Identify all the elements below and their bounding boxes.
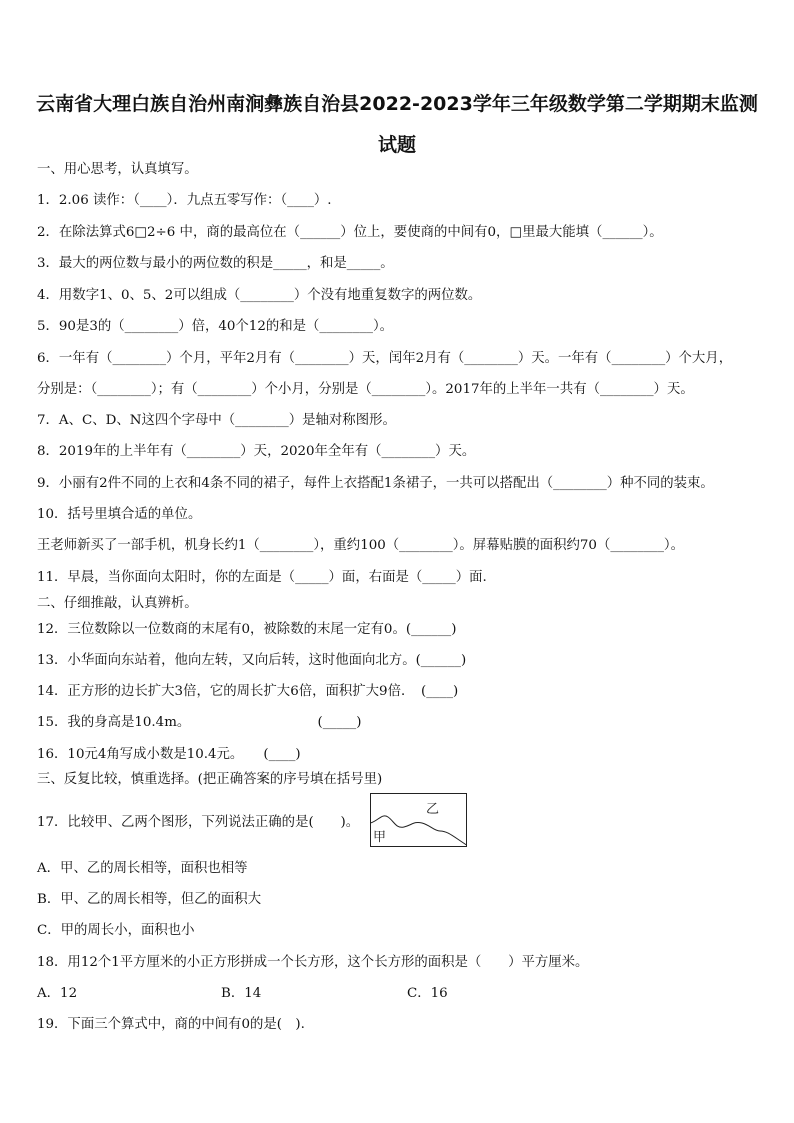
question-18-option-b: B．14 [221, 986, 262, 1001]
section-1-heading: 一、用心思考，认真填写。 [37, 162, 198, 177]
question-18-option-c: C．16 [407, 986, 448, 1001]
question-16: 16．10元4角写成小数是10.4元。 (____) [37, 747, 301, 762]
shape-comparison-figure [370, 793, 467, 847]
question-4: 4．用数字1、0、5、2可以组成（________）个没有地重复数字的两位数。 [37, 288, 482, 303]
section-2-heading: 二、仔细推敲，认真辨析。 [37, 596, 198, 611]
question-6-line1: 6．一年有（________）个月，平年2月有（________）天，闰年2月有（________）天。一年有（________）个大月， [37, 351, 733, 366]
question-11: 11．早晨，当你面向太阳时，你的左面是（_____）面，右面是（_____）面. [37, 570, 487, 585]
section-3-heading: 三、反复比较，慎重选择。(把正确答案的序号填在括号里) [37, 772, 383, 787]
question-17-option-c: C．甲的周长小，面积也小 [37, 923, 195, 938]
question-15: 15．我的身高是10.4m。 (_____) [37, 715, 362, 730]
question-8: 8．2019年的上半年有（________）天，2020年全年有（________）天。 [37, 444, 476, 459]
question-10-body: 王老师新买了一部手机，机身长约1（________），重约100（________）。屏幕贴膜的面积约70（________）。 [37, 538, 684, 553]
question-5: 5．90是3的（________）倍，40个12的和是（________）。 [37, 319, 394, 334]
question-19: 19．下面三个算式中，商的中间有0的是( ). [37, 1017, 305, 1032]
question-13: 13．小华面向东站着，他向左转，又向后转，这时他面向北方。(______) [37, 653, 467, 668]
question-12: 12．三位数除以一位数商的末尾有0，被除数的末尾一定有0。(______) [37, 622, 457, 637]
question-2: 2．在除法算式6□2÷6 中，商的最高位在（______）位上，要使商的中间有0，□里最大能填（______）。 [37, 225, 663, 240]
question-7: 7．A、C、D、N这四个字母中（________）是轴对称图形。 [37, 413, 396, 428]
question-14: 14．正方形的边长扩大3倍，它的周长扩大6倍，面积扩大9倍． (____) [37, 684, 459, 699]
document-title-line1: 云南省大理白族自治州南涧彝族自治县2022-2023学年三年级数学第二学期期末监测 [36, 93, 758, 115]
question-17-option-b: B．甲、乙的周长相等，但乙的面积大 [37, 892, 262, 907]
question-3: 3．最大的两位数与最小的两位数的积是_____，和是_____。 [37, 256, 394, 271]
shape-label-a: 甲 [373, 830, 387, 845]
question-10: 10．括号里填合适的单位。 [37, 507, 202, 522]
question-9: 9．小丽有2件不同的上衣和4条不同的裙子，每件上衣搭配1条裙子，一共可以搭配出（________）种不同的装束。 [37, 476, 714, 491]
shape-label-b: 乙 [426, 802, 440, 817]
question-17-option-a: A．甲、乙的周长相等，面积也相等 [37, 861, 248, 876]
question-6-line2: 分别是：（________）；有（________）个小月，分别是（________）。2017年的上半年一共有（________）天。 [37, 382, 694, 397]
question-17: 17．比较甲、乙两个图形，下列说法正确的是( )。 [37, 815, 360, 830]
question-1: 1．2.06 读作：（____）．九点五零写作：（____）. [37, 193, 332, 208]
document-title-line2: 试题 [377, 134, 416, 156]
question-18: 18．用12个1平方厘米的小正方形拼成一个长方形，这个长方形的面积是（ ）平方厘米。 [37, 955, 589, 970]
question-18-option-a: A．12 [37, 986, 78, 1001]
